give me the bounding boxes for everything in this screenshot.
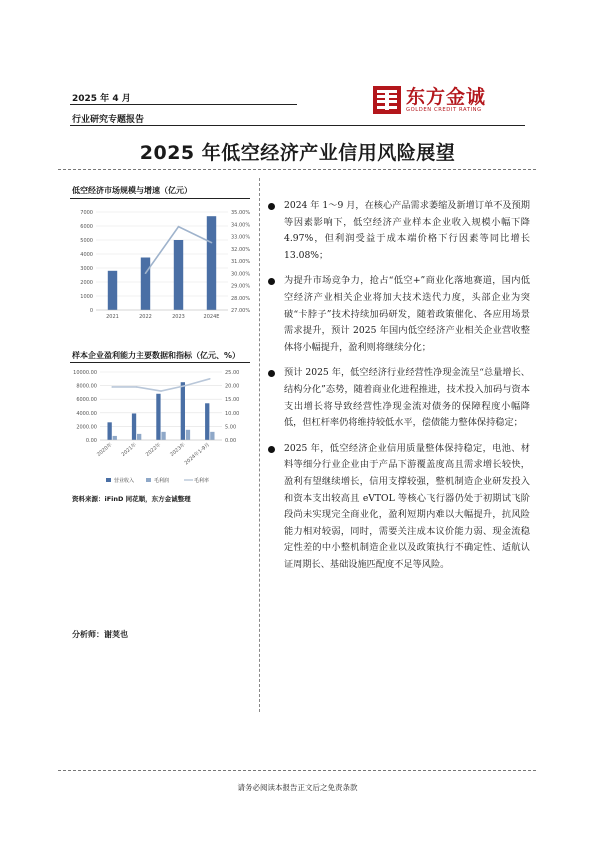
- bullet-text: 预计 2025 年，低空经济行业经营性净现金流呈“总量增长、结构分化”态势，随着商业化进程推进，技术投入加码与资本支出增长将导致经营性净现金流对债务的保障程度小幅降低，但杠杆率仍将维持较低水平，偿债能力整体保持稳定；: [284, 367, 530, 429]
- company-logo: [373, 86, 486, 114]
- bullet-dot-icon: [268, 446, 275, 453]
- bar-value: [141, 258, 150, 311]
- bar-毛利润: [161, 432, 165, 440]
- y-left-tick-label: 0: [89, 308, 93, 314]
- x-tick-label: 2024E: [203, 314, 220, 320]
- chart2-title: 样本企业盈利能力主要数据和指标（亿元、%）: [72, 351, 241, 360]
- report-date: 2025 年 4 月: [72, 94, 131, 104]
- y-left-tick-label: 2000: [80, 280, 93, 286]
- x-tick-label: 2023年: [169, 441, 187, 458]
- y-left-tick-label: 1000: [80, 294, 93, 300]
- y-left-tick-label: 7000: [80, 210, 93, 216]
- bar-value: [207, 216, 216, 310]
- data-source: 资料来源：iFinD 同花顺，东方金诚整理: [72, 495, 191, 503]
- x-tick-label: 2022年: [144, 441, 163, 458]
- legend-label: 营业收入: [114, 478, 135, 484]
- chart1-container: [70, 204, 250, 330]
- line-point: [185, 385, 187, 387]
- bullet-dot-icon: [268, 203, 275, 210]
- key-points: [268, 198, 530, 582]
- chart2-title-rule: [70, 362, 250, 363]
- y-left-tick-label: 6000.00: [76, 397, 97, 404]
- title-divider: [58, 169, 536, 171]
- y-right-tick-label: 33.00%: [231, 234, 250, 241]
- bullet-text: 2025 年，低空经济企业信用质量整体保持稳定，电池、材料等细分行业企业由于产品下游覆盖度高且需求增长较快，盈利有望继续增长，信用支撑较强，整机制造企业研发投入和资本支出较高且 eVTOL 等核心飞行器仍处于初期试飞阶段尚未实现完全商业化，盈利短期内难以大幅提升，抗风险能力相对较弱，同时，需要关注成本议价能力弱、现金流稳定性差的中小整机制造企业以及政策执行不确定性、适航认证周期长、基础设施匹配度不足等风险。: [284, 442, 530, 570]
- bar-营业收入: [205, 403, 209, 440]
- line-point: [111, 386, 113, 388]
- y-left-tick-label: 8000.00: [76, 383, 97, 390]
- bullet-item: [268, 198, 530, 264]
- profitability-chart: [70, 366, 250, 490]
- disclaimer-footer: 请务必阅读本报告正文后之免责条款: [237, 783, 358, 792]
- y-right-tick-label: 34.00%: [231, 222, 250, 229]
- footer-divider: [58, 770, 536, 771]
- bar-毛利润: [210, 432, 214, 440]
- y-right-tick-label: 15.00: [225, 397, 240, 404]
- y-right-tick-label: 31.00%: [231, 259, 250, 265]
- header-divider: [70, 104, 297, 105]
- x-tick-label: 2023: [172, 314, 185, 320]
- bullet-item: [268, 441, 530, 574]
- y-left-tick-label: 5000: [80, 238, 93, 244]
- bullet-text: 为提升市场竞争力，抢占“低空+”商业化落地赛道，国内低空经济产业相关企业将加大技术迭代力度，头部企业为突破“卡脖子”技术持续加码研发，随着政策催化、各应用场景需求提升，预计 2025 年国内低空经济产业相关企业营收整体将小幅提升，盈利则将继续分化；: [284, 275, 530, 353]
- analyst-name: 分析师：谢荚也: [72, 630, 128, 639]
- bar-毛利润: [186, 430, 190, 440]
- bullet-text: 2024 年 1～9 月，在核心产品需求萎缩及新增订单不及预期等因素影响下，低空经济产业样本企业收入规模小幅下降 4.97%，但利润受益于成本端价格下行因素等同比增长 13.08%；: [284, 200, 530, 261]
- logo-name-en: GOLDEN CREDIT RATING: [406, 106, 482, 113]
- y-left-tick-label: 4000.00: [76, 410, 97, 417]
- line-point: [145, 272, 147, 274]
- column-divider: [259, 178, 260, 712]
- y-left-tick-label: 10000.00: [73, 370, 97, 376]
- y-right-tick-label: 29.00%: [231, 283, 250, 290]
- x-tick-label: 2020年: [96, 441, 114, 458]
- logo-mark-icon: [373, 86, 401, 114]
- line-point: [160, 390, 162, 392]
- bar-value: [174, 240, 183, 310]
- bar-value: [108, 271, 117, 310]
- y-left-tick-label: 0.00: [85, 438, 97, 444]
- legend-swatch: [146, 478, 151, 482]
- bar-营业收入: [107, 422, 111, 440]
- y-right-tick-label: 0.00: [225, 438, 237, 444]
- line-point: [136, 386, 138, 388]
- chart1-title: 低空经济市场规模与增速（亿元）: [72, 186, 192, 195]
- report-type: 行业研究专题报告: [72, 115, 145, 125]
- y-left-tick-label: 4000: [80, 252, 93, 258]
- page-title: 2025 年低空经济产业信用风险展望: [139, 142, 456, 164]
- y-right-tick-label: 32.00%: [231, 246, 250, 253]
- y-left-tick-label: 2000.00: [76, 424, 97, 431]
- y-right-tick-label: 10.00: [225, 410, 240, 417]
- legend-label: 毛利率: [194, 478, 210, 484]
- logo-name-cn: 东方金诚: [406, 85, 487, 108]
- y-right-tick-label: 20.00: [225, 383, 240, 390]
- market-size-chart: [70, 204, 250, 330]
- legend-swatch: [106, 478, 111, 482]
- chart1-title-rule: [70, 198, 250, 199]
- y-right-tick-label: 35.00%: [231, 210, 250, 216]
- header-rule: [70, 125, 525, 126]
- y-right-tick-label: 25.00: [225, 370, 240, 376]
- bar-毛利润: [113, 436, 117, 440]
- bullet-dot-icon: [268, 278, 275, 285]
- x-tick-label: 2022: [139, 314, 152, 320]
- bullet-item: [268, 365, 530, 431]
- bullet-item: [268, 273, 530, 356]
- y-left-tick-label: 3000: [80, 266, 93, 272]
- y-right-tick-label: 5.00: [225, 424, 237, 431]
- y-left-tick-label: 6000: [80, 224, 93, 230]
- bar-营业收入: [156, 394, 160, 440]
- y-right-tick-label: 28.00%: [231, 295, 250, 302]
- x-tick-label: 2024年1-9月: [183, 441, 212, 467]
- y-right-tick-label: 27.00%: [231, 308, 250, 314]
- x-tick-label: 2021年: [120, 441, 138, 458]
- line-point: [178, 226, 180, 228]
- chart2-container: [70, 366, 250, 490]
- bar-营业收入: [181, 382, 185, 440]
- bullet-dot-icon: [268, 370, 275, 377]
- line-point: [211, 242, 213, 244]
- line-point: [209, 378, 211, 380]
- y-right-tick-label: 30.00%: [231, 271, 250, 278]
- line-毛利率: [112, 379, 210, 391]
- bar-毛利润: [137, 434, 141, 440]
- bar-营业收入: [132, 413, 136, 440]
- x-tick-label: 2021: [106, 314, 119, 320]
- legend-label: 毛利润: [154, 478, 170, 484]
